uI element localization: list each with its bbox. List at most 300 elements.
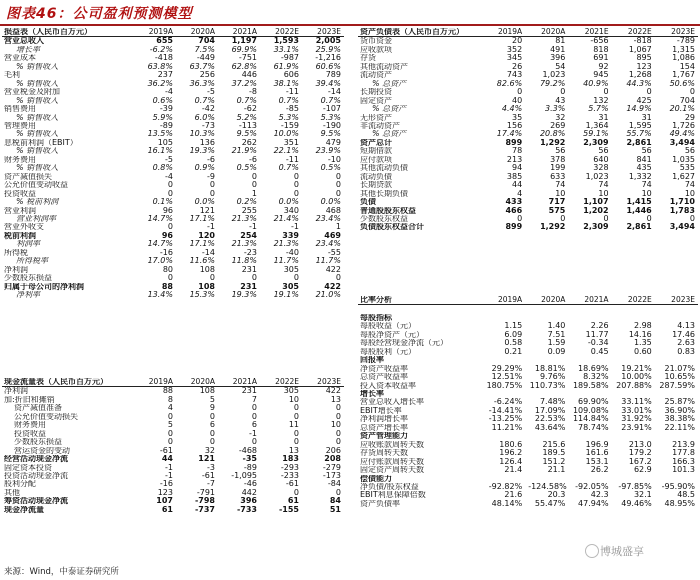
cell-value: 231 — [241, 265, 257, 274]
table-row — [2, 139, 344, 147]
cell-value: 108 — [199, 265, 215, 274]
cell-value: 108 — [198, 282, 215, 291]
cell-value: -89 — [159, 121, 173, 130]
cell-value: 63.7% — [189, 62, 215, 71]
row-label: 投入资本收益率 — [360, 381, 416, 390]
cell-value: 640 — [593, 155, 609, 164]
cell-value: -418 — [154, 54, 173, 63]
cell-value: 154 — [679, 62, 695, 71]
table-row — [2, 489, 344, 497]
cell-value: 0.83 — [677, 347, 695, 356]
cell-value: 32 — [555, 113, 566, 122]
table-row — [358, 415, 698, 423]
row-label: % 销售收入 — [16, 130, 59, 139]
row-label: 长期贷款 — [360, 181, 392, 190]
cell-value: 36.3% — [189, 79, 215, 88]
cell-value: -3 — [207, 463, 215, 472]
table-row — [2, 54, 344, 62]
cell-value: 36.2% — [147, 79, 173, 88]
cell-value — [482, 432, 525, 440]
cell-value: 6 — [209, 421, 215, 430]
table-row — [358, 215, 698, 223]
table-row — [2, 438, 344, 446]
table-row — [358, 80, 698, 88]
cell-value: -1,095 — [231, 471, 257, 480]
cell-value: 61 — [287, 497, 299, 506]
cell-value: 0 — [167, 412, 173, 421]
cell-value: 0 — [209, 189, 215, 198]
column-header: 2023E — [302, 378, 344, 387]
cell-value: -159 — [280, 121, 299, 130]
cell-value: 49.46% — [621, 499, 652, 508]
cell-value — [655, 390, 698, 398]
row-label: EBIT增长率 — [360, 406, 402, 415]
cell-value: 1 — [335, 223, 341, 232]
row-label: 公允价值变动损失 — [14, 412, 78, 421]
cell-value: 0.7% — [194, 96, 215, 105]
cell-value: 0 — [167, 223, 173, 232]
cell-value: -987 — [280, 54, 299, 63]
cell-value: 33.11% — [621, 398, 652, 407]
cell-value: 3,494 — [669, 223, 695, 232]
row-label: 流动负债 — [360, 172, 392, 181]
table-row — [358, 46, 698, 54]
cell-value: 33.01% — [621, 406, 652, 415]
cell-value: 19.3% — [231, 291, 257, 300]
table-row — [2, 173, 344, 181]
table-title: 现金流量表（人民币百万元） — [2, 378, 134, 387]
cell-value — [525, 475, 568, 483]
cell-value: 1,726 — [672, 121, 695, 130]
cell-value: 74 — [684, 181, 695, 190]
cell-value: 0 — [167, 274, 173, 283]
cell-value: 189.58% — [572, 381, 609, 390]
column-header: 2019A — [134, 378, 176, 387]
row-label: 每股股利（元） — [360, 347, 416, 356]
row-label: 少数股东损益 — [14, 438, 62, 447]
cell-value: 2,005 — [315, 36, 341, 46]
cell-value: 1.59 — [547, 339, 566, 348]
table-row — [358, 331, 698, 339]
cell-value: 19.3% — [189, 147, 215, 156]
cell-value — [655, 314, 698, 322]
table-row — [358, 164, 698, 172]
table-row — [2, 71, 344, 79]
row-label: 加:折旧和摊销 — [4, 395, 55, 404]
cell-value: 74 — [598, 181, 609, 190]
cell-value: 79.2% — [539, 79, 566, 88]
table-row — [358, 466, 698, 474]
row-label: 投资收益 — [14, 429, 46, 438]
row-label: 管理费用 — [4, 121, 36, 130]
cell-value: 123 — [157, 488, 173, 497]
cell-value: 10.0% — [273, 130, 299, 139]
row-label: % 总资产 — [372, 79, 407, 88]
cell-value: 0.45 — [590, 347, 609, 356]
table-row — [358, 314, 698, 322]
table-row — [2, 147, 344, 155]
row-label: 现金净流量 — [4, 505, 44, 514]
cell-value: 59.1% — [583, 130, 609, 139]
cell-value: 0.7% — [278, 164, 299, 173]
cell-value: 25.87% — [664, 398, 695, 407]
row-label: 所得税率 — [16, 257, 48, 266]
cell-value: -40 — [285, 248, 299, 257]
cell-value: 2.98 — [633, 322, 652, 331]
cell-value: 56 — [641, 147, 652, 156]
cell-value: 491 — [550, 45, 566, 54]
title-bar — [0, 0, 700, 26]
cell-value: 606 — [283, 71, 299, 80]
table-row — [358, 491, 698, 499]
cell-value: 0.09 — [547, 347, 566, 356]
cell-value: -14.41% — [488, 406, 523, 415]
row-label — [358, 305, 482, 314]
cell-value: 1,710 — [669, 198, 695, 207]
column-header: 2022E — [612, 296, 655, 305]
table-row — [358, 322, 698, 330]
table-row — [358, 173, 698, 181]
cell-value: 945 — [593, 71, 609, 80]
cell-value: 20.8% — [539, 130, 566, 139]
cell-value: 206 — [325, 446, 341, 455]
cell-value: 63.8% — [147, 62, 173, 71]
cell-value: -1 — [207, 223, 215, 232]
cell-value: 1.40 — [547, 322, 566, 331]
row-label: 资产管理能力 — [360, 432, 408, 441]
cell-value: 0 — [251, 412, 257, 421]
column-header: 2022E — [260, 28, 302, 37]
row-label: 净利润 — [4, 386, 28, 396]
cell-value: 0 — [560, 214, 566, 223]
cell-value: 11.21% — [491, 423, 523, 432]
table-title: 比率分析 — [358, 296, 482, 305]
table-row — [2, 215, 344, 223]
cell-value: -14 — [327, 88, 341, 97]
cell-value: -8 — [249, 88, 257, 97]
cell-value: 0.2% — [236, 198, 257, 207]
cell-value: 56 — [598, 147, 609, 156]
cell-value: 469 — [324, 231, 341, 240]
cell-value: 345 — [506, 54, 523, 63]
cell-value: 396 — [240, 497, 257, 506]
row-label: 应付账款周转天数 — [360, 457, 424, 466]
column-header: 2023E — [655, 296, 698, 305]
cell-value: 0 — [335, 274, 341, 283]
table-row — [2, 413, 344, 421]
row-label: 其他流动负债 — [360, 164, 408, 173]
cell-value: 0 — [335, 429, 341, 438]
cell-value — [482, 475, 525, 483]
cell-value: 3.3% — [545, 105, 566, 114]
row-label: 净利润增长率 — [360, 415, 408, 424]
cell-value: 107 — [156, 497, 173, 506]
table-row — [358, 441, 698, 449]
cell-value: 5.9% — [152, 113, 173, 122]
cell-value: 55.7% — [626, 130, 652, 139]
table-row — [2, 198, 344, 206]
cell-value — [525, 305, 568, 314]
table-row — [2, 207, 344, 215]
row-label: 资产总计 — [360, 138, 392, 147]
cell-value: 36.90% — [664, 406, 695, 415]
cell-value: 0.0% — [194, 198, 215, 207]
cell-value: 78 — [512, 147, 523, 156]
cell-value: 479 — [325, 138, 341, 147]
cell-value — [612, 314, 655, 322]
cell-value: 23.4% — [315, 240, 341, 249]
cell-value: 328 — [593, 164, 609, 173]
row-label: 增长率 — [360, 389, 384, 398]
cell-value: 1 — [251, 189, 257, 198]
table-row — [358, 365, 698, 373]
row-label: 财务费用 — [14, 421, 46, 430]
cell-value: 39.4% — [315, 79, 341, 88]
cell-value: 895 — [636, 54, 652, 63]
cell-value: 0 — [293, 172, 299, 181]
cell-value: 1.15 — [504, 322, 523, 331]
table-row — [358, 432, 698, 440]
cell-value: 0.1% — [152, 198, 173, 207]
cell-value: 92 — [598, 62, 609, 71]
cell-value: 0 — [517, 88, 523, 97]
cell-value: 6 — [251, 421, 257, 430]
cell-value: -92.05% — [575, 482, 609, 491]
cell-value: -6 — [207, 155, 215, 164]
table-row — [2, 455, 344, 463]
cell-value — [612, 305, 655, 314]
cell-value: -233 — [280, 471, 299, 480]
row-label: 少数股东权益 — [360, 214, 408, 223]
cell-value: 1,202 — [583, 206, 609, 215]
cell-value: 10.3% — [189, 130, 215, 139]
table-row — [358, 348, 698, 356]
cell-value: 1,415 — [626, 198, 652, 207]
table-row — [2, 164, 344, 172]
cell-value: 4.4% — [501, 105, 523, 114]
cell-value: 0.7% — [278, 96, 299, 105]
cell-value: 21.3% — [231, 240, 257, 249]
cell-value: -16 — [159, 248, 173, 257]
cell-value: 1,086 — [672, 54, 695, 63]
cell-value: -5 — [165, 155, 173, 164]
balance-sheet-panel — [358, 28, 698, 232]
column-header: 2021E — [568, 28, 611, 37]
cell-value: 56 — [555, 147, 566, 156]
cell-value: 1,107 — [583, 198, 609, 207]
cell-value: 1,067 — [628, 45, 652, 54]
cell-value — [655, 475, 698, 483]
row-label: 税前利润 — [4, 231, 36, 240]
cell-value: 1,292 — [540, 138, 566, 147]
cell-value: 4.13 — [677, 322, 695, 331]
row-label: 营业外收支 — [4, 223, 44, 232]
cell-value: -6.24% — [493, 398, 523, 407]
cell-value — [568, 432, 611, 440]
cell-value: 0 — [293, 181, 299, 190]
cell-value: 47.94% — [578, 499, 609, 508]
cell-value: 0 — [293, 438, 299, 447]
row-label: 息税前利润（EBIT） — [4, 138, 78, 147]
table-row — [358, 190, 698, 198]
row-label: 固定资产周转天数 — [360, 466, 424, 475]
cell-value: 123 — [636, 62, 652, 71]
row-label: % 总资产 — [372, 105, 407, 114]
cell-value: -73 — [201, 121, 215, 130]
table-row — [2, 97, 344, 105]
cell-value: 10 — [598, 189, 609, 198]
table-title: 损益表（人民币百万元） — [2, 28, 134, 37]
row-label: % 销售收入 — [16, 164, 59, 173]
cell-value: -818 — [633, 36, 652, 46]
cell-value: 26 — [512, 62, 523, 71]
cell-value: 35 — [512, 113, 523, 122]
cell-value: 468 — [325, 206, 341, 215]
row-label: 偿债能力 — [360, 474, 392, 483]
table-row — [358, 424, 698, 432]
cell-value — [568, 356, 611, 364]
cell-value: 21.6 — [504, 491, 523, 500]
cell-value: -737 — [194, 505, 215, 514]
row-label: 少数股东损益 — [4, 274, 52, 283]
cell-value: 231 — [241, 386, 257, 396]
cell-value: 2,309 — [583, 223, 609, 232]
cell-value: 208 — [324, 455, 341, 464]
row-label: 应收账款周转天数 — [360, 440, 424, 449]
cell-value: 43 — [555, 96, 566, 105]
cell-value: 44.3% — [626, 79, 652, 88]
cell-value: 189.5 — [542, 449, 566, 458]
cell-value — [482, 356, 525, 364]
row-label: 流动资产 — [360, 71, 392, 80]
table-row — [2, 240, 344, 248]
row-label: EBIT利息保障倍数 — [360, 491, 426, 500]
table-title: 资产负债表（人民币百万元） — [358, 28, 482, 37]
cell-value: 13 — [288, 446, 299, 455]
cell-value: 81 — [555, 36, 566, 46]
row-label: 每股净资产（元） — [360, 330, 424, 339]
cell-value: 7.48% — [539, 398, 566, 407]
cell-value: 1,315 — [672, 45, 695, 54]
cell-value: 0.8% — [152, 164, 173, 173]
cell-value: 120 — [198, 231, 215, 240]
cell-value: 0.5% — [320, 164, 341, 173]
cell-value: 9 — [209, 404, 215, 413]
cell-value: -4 — [165, 88, 173, 97]
row-label: 其他流动资产 — [360, 62, 408, 71]
cell-value: -1 — [165, 463, 173, 472]
cell-value: -449 — [196, 54, 215, 63]
cell-value: 340 — [283, 206, 299, 215]
cell-value: 126.4 — [499, 457, 523, 466]
row-label: 其他 — [4, 488, 20, 497]
column-header: 2022E — [612, 28, 655, 37]
row-label: 总资产增长率 — [360, 423, 408, 432]
cell-value: 109.08% — [572, 406, 609, 415]
cell-value: 1,332 — [628, 172, 652, 181]
cell-value: -46 — [243, 480, 257, 489]
table-row — [358, 373, 698, 381]
cell-value: 23.9% — [315, 147, 341, 156]
cell-value: 4 — [167, 404, 173, 413]
cell-value: 0 — [603, 214, 609, 223]
cell-value: 5.3% — [278, 113, 299, 122]
source-note: 来源：Wind，中泰证券研究所 — [4, 567, 119, 577]
table-row — [358, 500, 698, 508]
table-row — [2, 46, 344, 54]
row-label: 净资产收益率 — [360, 364, 408, 373]
column-header: 2022E — [260, 378, 302, 387]
cell-value — [525, 356, 568, 364]
cell-value: 18.69% — [578, 364, 609, 373]
cell-value: 1,023 — [585, 172, 609, 181]
cell-value: 17.4% — [496, 130, 523, 139]
cell-value: 61 — [161, 505, 173, 514]
cell-value — [525, 432, 568, 440]
row-label: % 总资产 — [372, 130, 407, 139]
table-header-row — [358, 296, 698, 305]
cell-value: -1 — [249, 223, 257, 232]
cell-value: 48.14% — [491, 499, 523, 508]
cell-value: -656 — [590, 36, 609, 46]
cell-value: 32.1 — [633, 491, 652, 500]
cell-value: 69.90% — [578, 398, 609, 407]
cell-value: 305 — [283, 265, 299, 274]
cell-value: 108 — [199, 386, 215, 396]
cell-value: 29 — [684, 113, 695, 122]
cell-value: 177.8 — [672, 449, 695, 458]
cell-value: 13.5% — [147, 130, 173, 139]
cell-value: 0 — [335, 412, 341, 421]
row-label: 股利分配 — [4, 480, 36, 489]
cell-value: 38.38% — [664, 415, 695, 424]
cell-value: -97.85% — [618, 482, 652, 491]
cell-value: 446 — [241, 71, 257, 80]
cell-value: 0.9% — [194, 164, 215, 173]
table-row — [2, 387, 344, 396]
cell-value: 14.9% — [626, 105, 652, 114]
cell-value: 151.2 — [542, 457, 566, 466]
cell-value: 22.1% — [273, 147, 299, 156]
cell-value: 21.4 — [504, 466, 523, 475]
cell-value: 704 — [198, 36, 215, 46]
income-statement-table — [2, 28, 344, 300]
table-row — [358, 339, 698, 347]
cell-value: 717 — [548, 198, 566, 207]
cell-value: 14.7% — [147, 240, 173, 249]
cell-value: 44 — [161, 455, 173, 464]
row-label: 营业利润率 — [16, 214, 56, 223]
cell-value: -23 — [243, 248, 257, 257]
table-row — [2, 114, 344, 122]
cell-value: 8 — [167, 395, 173, 404]
row-label: 货币资金 — [360, 36, 392, 46]
cell-value: -89 — [243, 463, 257, 472]
cell-value: 351 — [283, 138, 299, 147]
table-row — [2, 283, 344, 291]
row-label: 每股指标 — [360, 313, 392, 322]
table-row — [358, 305, 698, 314]
cell-value: 1,767 — [672, 71, 695, 80]
table-row — [2, 122, 344, 130]
cell-value: -173 — [322, 471, 341, 480]
table-header-row — [2, 28, 344, 37]
row-label: 应付款项 — [360, 155, 392, 164]
cell-value: 2,861 — [626, 223, 652, 232]
cell-value: 0 — [167, 181, 173, 190]
cell-value: 818 — [593, 45, 609, 54]
row-label: 长期投资 — [360, 88, 392, 97]
